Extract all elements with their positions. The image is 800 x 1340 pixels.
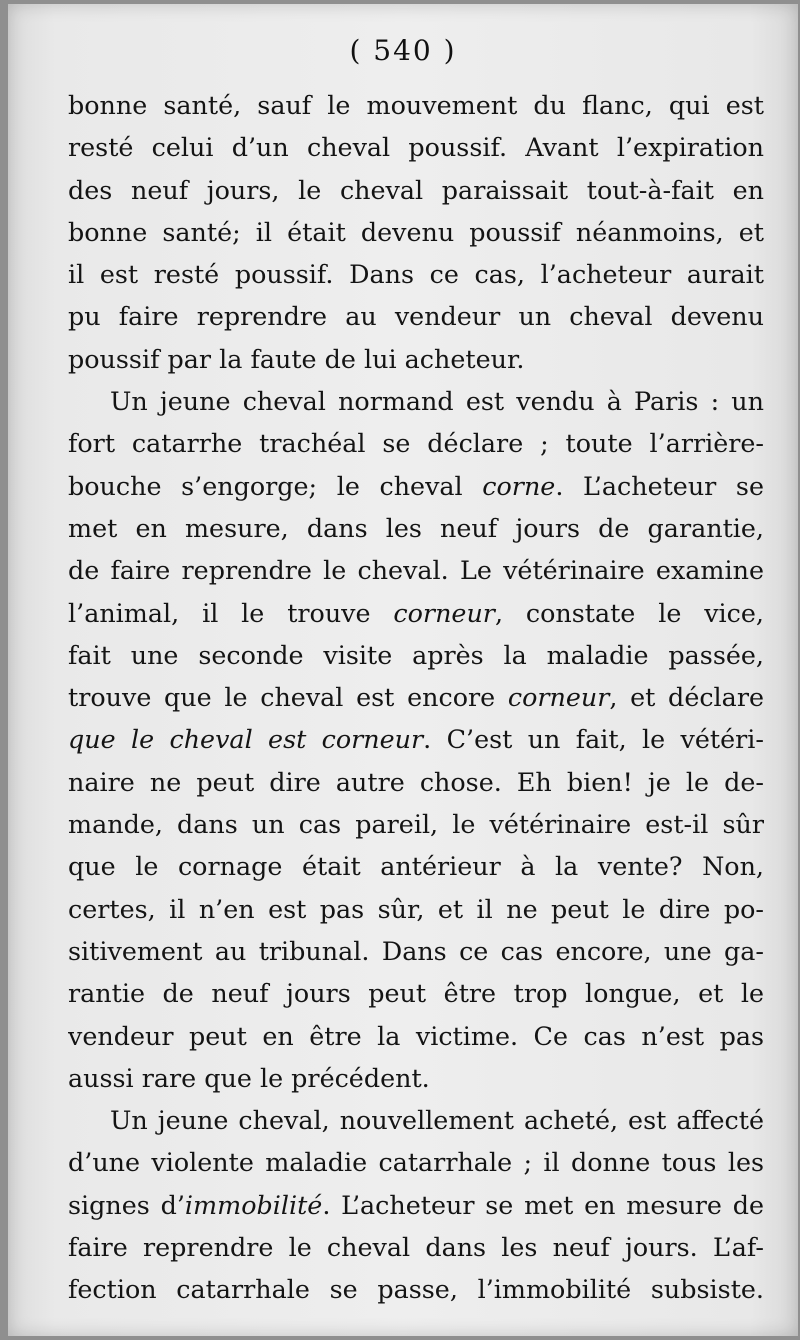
text-line: il est resté poussif. Dans ce cas, l’acheteur aurait [68, 259, 764, 290]
text-line: rantie de neuf jours peut être trop longue, et le [68, 978, 764, 1009]
text-line: resté celui d’un cheval poussif. Avant l’expiration [68, 132, 764, 163]
text-line: met en mesure, dans les neuf jours de garantie, [68, 512, 764, 543]
text-line: Un jeune cheval normand est vendu à Paris : un [110, 386, 764, 417]
text-line: naire ne peut dire autre chose. Eh bien! je le de- [68, 766, 764, 797]
text-line: des neuf jours, le cheval paraissait tout-à-fait en [68, 174, 764, 205]
book-page [8, 4, 798, 1336]
text-line: Un jeune cheval, nouvellement acheté, est affecté [110, 1105, 764, 1136]
text-line: d’une violente maladie catarrhale ; il donne tous les [68, 1147, 764, 1178]
text-line: pu faire reprendre au vendeur un cheval devenu [68, 301, 764, 332]
italic-phrase: immobilité [184, 1189, 323, 1220]
italic-phrase: corne [482, 470, 556, 501]
text-line: sitivement au tribunal. Dans ce cas encore, une ga- [68, 935, 764, 966]
text-line: que le cornage était antérieur à la vente? Non, [68, 851, 764, 882]
text-line: bouche s’engorge; le cheval corne. L’acheteur se [68, 470, 764, 501]
italic-phrase: corneur [393, 597, 495, 628]
text-line: poussif par la faute de lui acheteur. [68, 343, 525, 374]
text-line: certes, il n’en est pas sûr, et il ne peut le dire po- [68, 893, 764, 924]
body-text [68, 84, 764, 1311]
text-line: fait une seconde visite après la maladie passée, [68, 639, 764, 670]
text-line: vendeur peut en être la victime. Ce cas n’est pas [68, 1020, 764, 1051]
text-line: faire reprendre le cheval dans les neuf jours. L’af- [68, 1232, 764, 1263]
text-line: mande, dans un cas pareil, le vétérinaire est-il sûr [68, 809, 764, 840]
italic-phrase: corneur [507, 682, 610, 713]
text-line: trouve que le cheval est encore corneur, et déclare [68, 682, 764, 713]
italic-phrase: que le cheval est corneur [68, 724, 424, 755]
text-line: fort catarrhe trachéal se déclare ; toute l’arrière- [68, 428, 764, 459]
text-line: bonne santé, sauf le mouvement du flanc, qui est [68, 90, 764, 120]
text-line: aussi rare que le précédent. [68, 1062, 430, 1093]
page-number: ( 540 ) [349, 34, 457, 67]
text-line: de faire reprendre le cheval. Le vétérinaire examine [68, 555, 764, 586]
text-line: l’animal, il le trouve corneur, constate le vice, [68, 597, 764, 628]
text-line: bonne santé; il était devenu poussif néanmoins, et [68, 216, 764, 247]
text-line: que le cheval est corneur. C’est un fait, le vétéri- [68, 724, 764, 755]
text-line: fection catarrhale se passe, l’immobilité subsiste. [68, 1274, 764, 1305]
text-line: signes d’immobilité. L’acheteur se met en mesure de [68, 1189, 764, 1220]
